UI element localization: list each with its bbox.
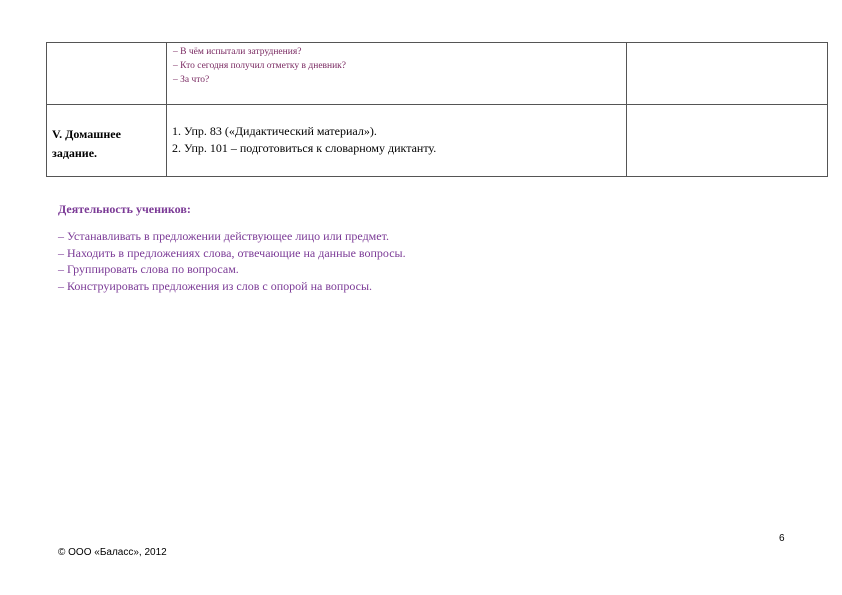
activity-title: Деятельность учеников: bbox=[58, 202, 191, 216]
table-row bbox=[47, 105, 828, 177]
question-item: – За что? bbox=[173, 75, 210, 85]
homework-item: 1. Упр. 83 («Дидактический материал»). bbox=[172, 124, 377, 138]
question-item: – В чём испытали затруднения? bbox=[173, 47, 302, 57]
activity-item: – Группировать слова по вопросам. bbox=[58, 262, 239, 276]
questions-list bbox=[167, 43, 626, 87]
lesson-table bbox=[46, 42, 828, 177]
copyright-notice: © ООО «Баласс», 2012 bbox=[58, 547, 167, 558]
activity-item: – Конструировать предложения из слов с опорой на вопросы. bbox=[58, 278, 373, 293]
stage-label-line: V. Домашнее bbox=[52, 127, 121, 141]
stage-cell bbox=[47, 105, 167, 177]
questions-cell bbox=[167, 43, 627, 105]
notes-cell bbox=[627, 43, 828, 105]
question-item: – Кто сегодня получил отметку в дневник? bbox=[173, 61, 347, 71]
stage-label bbox=[47, 105, 166, 163]
stage-cell-empty bbox=[47, 43, 167, 105]
homework-cell bbox=[167, 105, 627, 177]
activity-item: – Находить в предложениях слова, отвечающие на данные вопросы. bbox=[58, 245, 406, 260]
notes-cell bbox=[627, 105, 828, 177]
page-number: 6 bbox=[779, 533, 785, 544]
homework-list bbox=[167, 105, 626, 156]
table-row bbox=[47, 43, 828, 105]
student-activity-section bbox=[58, 201, 406, 294]
homework-item: 2. Упр. 101 – подготовиться к словарному диктанту. bbox=[172, 140, 437, 155]
activity-item: – Устанавливать в предложении действующее лицо или предмет. bbox=[58, 229, 389, 243]
stage-label-line: задание. bbox=[52, 146, 98, 160]
